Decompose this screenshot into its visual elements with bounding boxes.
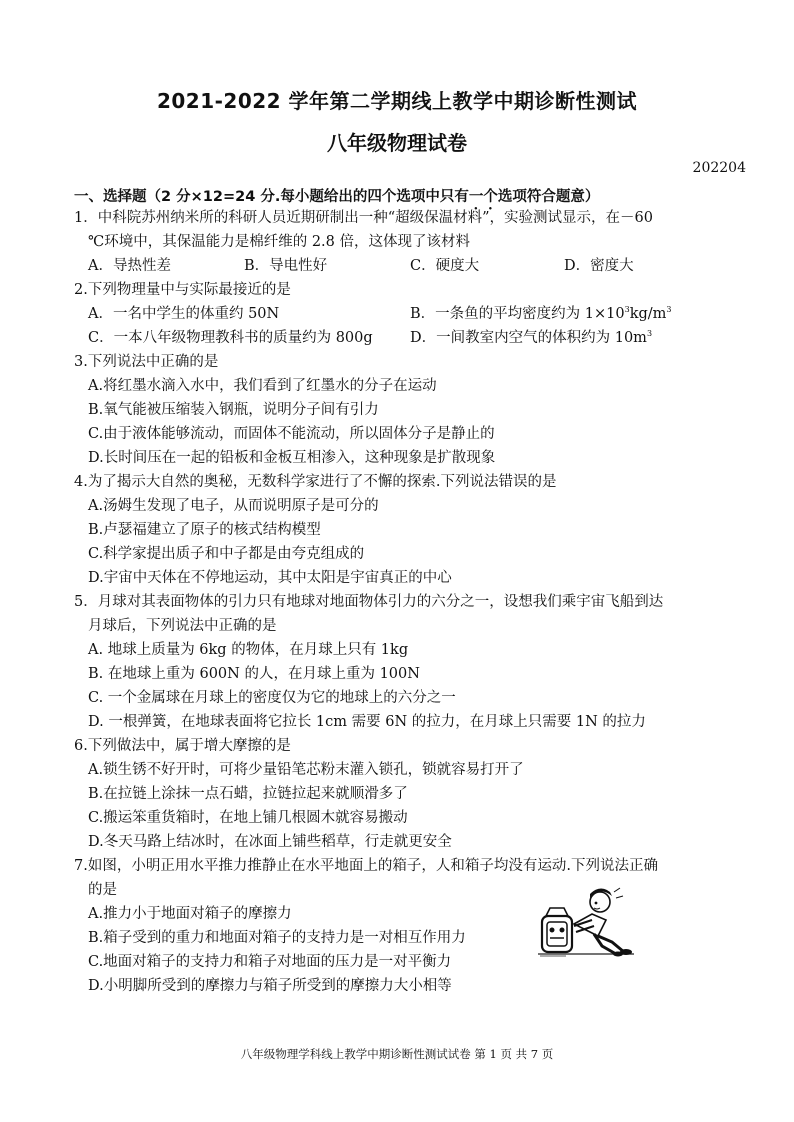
question-4-option-a: A.汤姆生发现了电子，从而说明原子是可分的 bbox=[88, 498, 379, 514]
question-5-stem-cont: 月球后，下列说法中正确的是 bbox=[88, 618, 277, 634]
question-4-option-d: D.宇宙中天体在不停地运动，其中太阳是宇宙真正的中心 bbox=[88, 570, 452, 586]
section-heading-text: 一、选择题（2 分×12=24 分.每小题给出的四个选项中只有 bbox=[74, 189, 469, 205]
section-heading-tail: 选项符合题意） bbox=[497, 189, 600, 205]
q2-b-unit-exp: 3 bbox=[666, 305, 672, 314]
question-2-option-c: C．一本八年级物理教科书的质量约为 800g bbox=[88, 330, 373, 346]
section-emphasis: 一个 bbox=[468, 189, 498, 205]
question-4-stem: 4.为了揭示大自然的奥秘，无数科学家进行了不懈的探索.下列说法错误的是 bbox=[74, 474, 557, 490]
question-7-stem-cont: 的是 bbox=[88, 882, 117, 898]
question-7-option-d: D.小明脚所受到的摩擦力与箱子所受到的摩擦力大小相等 bbox=[88, 978, 452, 994]
question-6-option-c: C.搬运笨重货箱时，在地上铺几根圆木就容易搬动 bbox=[88, 810, 408, 826]
q2-b-unit: kg/m bbox=[629, 306, 667, 322]
q2-d-exp: 3 bbox=[646, 329, 653, 338]
question-6-option-d: D.冬天马路上结冰时，在冰面上铺些稻草，行走就更安全 bbox=[88, 834, 452, 850]
question-1-option-d: D．密度大 bbox=[564, 258, 634, 274]
q2-b-exp: 3 bbox=[624, 305, 630, 314]
question-1-option-c: C．硬度大 bbox=[410, 258, 480, 274]
question-2-option-b bbox=[410, 304, 671, 324]
question-5-option-c: C. 一个金属球在月球上的密度仅为它的地球上的六分之一 bbox=[88, 690, 456, 706]
question-5-stem: 5．月球对其表面物体的引力只有地球对地面物体引力的六分之一，设想我们乘宇宙飞船到达 bbox=[74, 594, 664, 610]
question-6-option-b: B.在拉链上涂抹一点石蜡，拉链拉起来就顺滑多了 bbox=[88, 786, 408, 802]
question-4-option-c: C.科学家提出质子和中子都是由夸克组成的 bbox=[88, 546, 365, 562]
page-footer: 八年级物理学科线上教学中期诊断性测试试卷 第 1 页 共 7 页 bbox=[240, 1047, 554, 1061]
exam-subtitle: 八年级物理试卷 bbox=[327, 131, 467, 155]
q2-b-text: B．一条鱼的平均密度约为 1×10 bbox=[410, 306, 625, 322]
question-7-option-b: B.箱子受到的重力和地面对箱子的支持力是一对相互作用力 bbox=[88, 930, 466, 946]
question-7-stem: 7.如图，小明正用水平推力推静止在水平地面上的箱子，人和箱子均没有运动.下列说法正确 bbox=[74, 858, 658, 874]
question-2-option-d bbox=[410, 328, 652, 348]
question-5-option-b: B. 在地球上重为 600N 的人，在月球上重为 100N bbox=[88, 666, 420, 682]
question-2-stem: 2.下列物理量中与实际最接近的是 bbox=[74, 282, 291, 298]
question-1-stem: 1．中科院苏州纳米所的科研人员近期研制出一种“超级保温材料”，实验测试显示，在－60 bbox=[74, 210, 653, 226]
question-3-stem: 3.下列说法中正确的是 bbox=[74, 354, 219, 370]
question-1-option-a: A．导热性差 bbox=[88, 258, 171, 274]
question-3-option-d: D.长时间压在一起的铅板和金板互相渗入，这种现象是扩散现象 bbox=[88, 450, 496, 466]
exam-title: 2021-2022 学年第二学期线上教学中期诊断性测试 bbox=[156, 89, 638, 113]
question-5-option-d: D. 一根弹簧，在地球表面将它拉长 1cm 需要 6N 的拉力，在月球上只需要 1N 的拉力 bbox=[88, 714, 646, 730]
question-3-option-a: A.将红墨水滴入水中，我们看到了红墨水的分子在运动 bbox=[88, 378, 437, 394]
question-3-option-b: B.氧气能被压缩装入钢瓶，说明分子间有引力 bbox=[88, 402, 379, 418]
q2-d-text: D．一间教室内空气的体积约为 10m bbox=[410, 330, 647, 346]
question-7-option-a: A.推力小于地面对箱子的摩擦力 bbox=[88, 906, 292, 922]
question-6-stem: 6.下列做法中，属于增大摩擦的是 bbox=[74, 738, 291, 754]
boy-pushing-box-illustration bbox=[536, 880, 636, 960]
question-7-option-c: C.地面对箱子的支持力和箱子对地面的压力是一对平衡力 bbox=[88, 954, 452, 970]
question-6-option-a: A.锁生锈不好开时，可将少量铅笔芯粉末灌入锁孔，锁就容易打开了 bbox=[88, 762, 524, 778]
question-3-option-c: C.由于液体能够流动，而固体不能流动，所以固体分子是静止的 bbox=[88, 426, 495, 442]
question-1-option-b: B．导电性好 bbox=[244, 258, 328, 274]
exam-code: 202204 bbox=[692, 160, 746, 176]
question-2-option-a: A．一名中学生的体重约 50N bbox=[88, 306, 280, 322]
question-1-stem-cont: ℃环境中，其保温能力是棉纤维的 2.8 倍，这体现了该材料 bbox=[88, 234, 470, 250]
question-4-option-b: B.卢瑟福建立了原子的核式结构模型 bbox=[88, 522, 321, 538]
question-5-option-a: A. 地球上质量为 6kg 的物体，在月球上只有 1kg bbox=[88, 642, 409, 658]
